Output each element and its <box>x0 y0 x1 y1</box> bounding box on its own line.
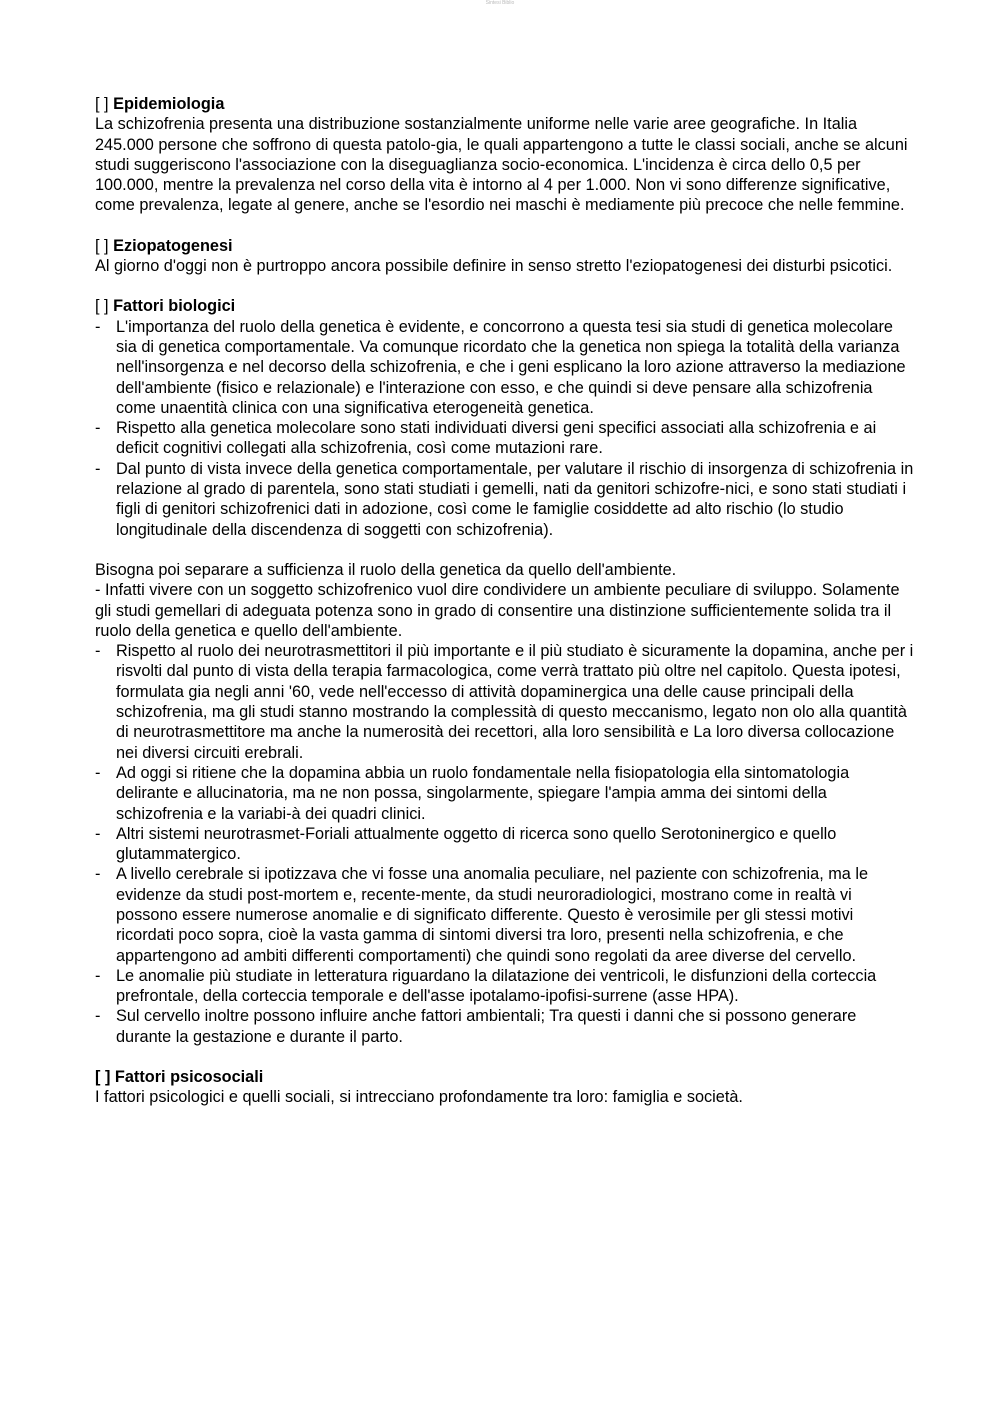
bullet-dash: - <box>95 824 101 843</box>
list-item-text: A livello cerebrale si ipotizzava che vi fosse una anomalia peculiare, nel paziente con schizofrenia, ma le evidenze da studi post-mortem e, recente-mente, da studi neuroradiologici, mostrano come in realtà vi possono essere numerose anomalie e di significato differente. Questo è verosimile per gli stessi motivi ricordati poco sopra, cioè la vasta gamma di sintomi diversi tra loro, presenti nella schizofrenia, e che appartengono ad ambiti differenti comportamenti) che quindi sono regolati da aree diverse del cervello. <box>116 865 869 965</box>
bullet-dash: - <box>95 763 101 782</box>
checkbox-marker: [ ] <box>95 1068 111 1087</box>
section-title: Epidemiologia <box>113 95 225 113</box>
section-heading-fattori-psicosociali <box>95 1067 915 1087</box>
paragraph-epidemiologia: La schizofrenia presenta una distribuzione sostanzialmente uniforme nelle varie aree geografiche. In Italia 245.000 persone che soffrono di questa patolo-gia, le quali appartengono a tutte le classi sociali, anche se alcuni studi suggeriscono l'associazione con la diseguaglianza socio-economica. L'incidenza è circa dello 0,5 per 100.000, mentre la prevalenza nel corso della vita è intorno al 4 per 1.000. Non vi sono differenze significative, come prevalenza, legate al genere, anche se l'esordio nei maschi è mediamente più precoce che nelle femmine. <box>95 115 908 215</box>
list-item <box>95 418 915 459</box>
paragraph-eziopatogenesi: Al giorno d'oggi non è purtroppo ancora possibile definire in senso stretto l'eziopatogenesi dei disturbi psicotici. <box>95 257 893 276</box>
list-item <box>95 763 915 824</box>
checkbox-marker: [ ] <box>95 236 109 255</box>
section-title: Eziopatogenesi <box>113 236 233 255</box>
list-item-text: Rispetto alla genetica molecolare sono stati individuati diversi geni specifici associati alla schizofrenia e ai deficit cognitivi collegati alla schizofrenia, così come mutazioni rare. <box>116 419 877 458</box>
list-item <box>95 966 915 1007</box>
list-item-text: Rispetto al ruolo dei neurotrasmettitori il più importante e il più studiato è sicuramente la dopamina, anche per i risvolti dal punto di vista della terapia farmacologica, come verrà trattato più oltre nel capitolo. Questa ipotesi, formulata gia negli anni '60, vede nell'eccesso di attività dopaminergica una delle cause principali della schizofrenia, ma gli studi stanno mostrando la complessità di questo meccanismo, legato non olo alla quantità di neurotrasmettitore ma anche la numerosità dei recettori, alla loro sensibilità e La loro diversa collocazione nei diversi circuiti erebrali. <box>116 642 914 762</box>
list-item <box>95 317 915 418</box>
header-watermark: Sintesi Biblio <box>485 0 515 6</box>
paragraph-genetica-ambiente: Bisogna poi separare a sufficienza il ruolo della genetica da quello dell'ambiente. <box>95 560 677 579</box>
checkbox-marker: [ ] <box>95 297 109 316</box>
list-item <box>95 459 915 540</box>
paragraph-ambiente-sviluppo: - Infatti vivere con un soggetto schizofrenico vuol dire condividere un ambiente peculiare di sviluppo. Solamente gli studi gemellari di adeguata potenza sono in grado di consentire una distinzione sufficientemente solida tra il ruolo della genetica e quello dell'ambiente. <box>95 581 900 640</box>
bullet-dash: - <box>95 865 101 884</box>
list-item <box>95 1006 915 1047</box>
checkbox-marker: [ ] <box>95 95 109 113</box>
list-item-text: Le anomalie più studiate in letteratura riguardano la dilatazione dei ventricoli, le disfunzioni della corteccia prefrontale, della corteccia temporale e dell'asse ipotalamo-ipofisi-surrene (asse HPA). <box>116 966 877 1006</box>
paragraph-fattori-psicosociali: I fattori psicologici e quelli sociali, si intrecciano profondamente tra loro: famiglia e società. <box>95 1088 743 1107</box>
bullet-list-genetica <box>95 317 915 540</box>
list-item <box>95 641 915 763</box>
bullet-dash: - <box>95 459 101 478</box>
section-title: Fattori biologici <box>113 297 236 316</box>
list-item <box>95 824 915 865</box>
list-item-text: Dal punto di vista invece della genetica comportamentale, per valutare il rischio di insorgenza di schizofrenia in relazione al grado di parentela, sono stati studiati i gemelli, nati da genitori schizofre-nici, e sono stati studiati i figli di genitori schizofrenici dati in adozione, così come le famiglie cosiddette ad alto rischio (lo studio longitudinale della discendenza di soggetti con schizofrenia). <box>116 459 914 539</box>
list-item <box>95 864 915 965</box>
bullet-dash: - <box>95 966 101 985</box>
list-item-text: Ad oggi si ritiene che la dopamina abbia un ruolo fondamentale nella fisiopatologia ella sintomatologia delirante e allucinatoria, ma ne non possa, singolarmente, spiegare l'ampia amma dei sintomi della schizofrenia e la variabi-à dei quadri clinici. <box>116 763 850 823</box>
bullet-list-neuro <box>95 641 915 1047</box>
list-item-text: Sul cervello inoltre possono influire anche fattori ambientali; Tra questi i danni che si possono generare durante la gestazione e durante il parto. <box>116 1007 857 1046</box>
list-item-text: L'importanza del ruolo della genetica è evidente, e concorrono a questa tesi sia studi di genetica molecolare sia di genetica comportamentale. Va comunque ricordato che la genetica non spiega la totalità della varianza nell'insorgenza e nel decorso della schizofrenia, e che i geni esplicano la loro azione attraverso la mediazione dell'ambiente (fisico e relazionale) e l'interazione con esso, e che quindi si deve pensare alla schizofrenia come unaentità clinica con una significativa eterogeneità genetica. <box>116 317 906 417</box>
bullet-dash: - <box>95 317 101 336</box>
section-heading-eziopatogenesi <box>95 236 915 256</box>
bullet-dash: - <box>95 642 101 661</box>
list-item-text: Altri sistemi neurotrasmet-Foriali attualmente oggetto di ricerca sono quello Serotoninergico e quello glutammatergico. <box>116 824 837 864</box>
section-heading-fattori-biologici <box>95 296 915 316</box>
section-title: Fattori psicosociali <box>114 1068 264 1087</box>
bullet-dash: - <box>95 419 101 438</box>
section-heading-epidemiologia <box>95 94 915 114</box>
bullet-dash: - <box>95 1007 101 1026</box>
document-body <box>95 94 915 1108</box>
